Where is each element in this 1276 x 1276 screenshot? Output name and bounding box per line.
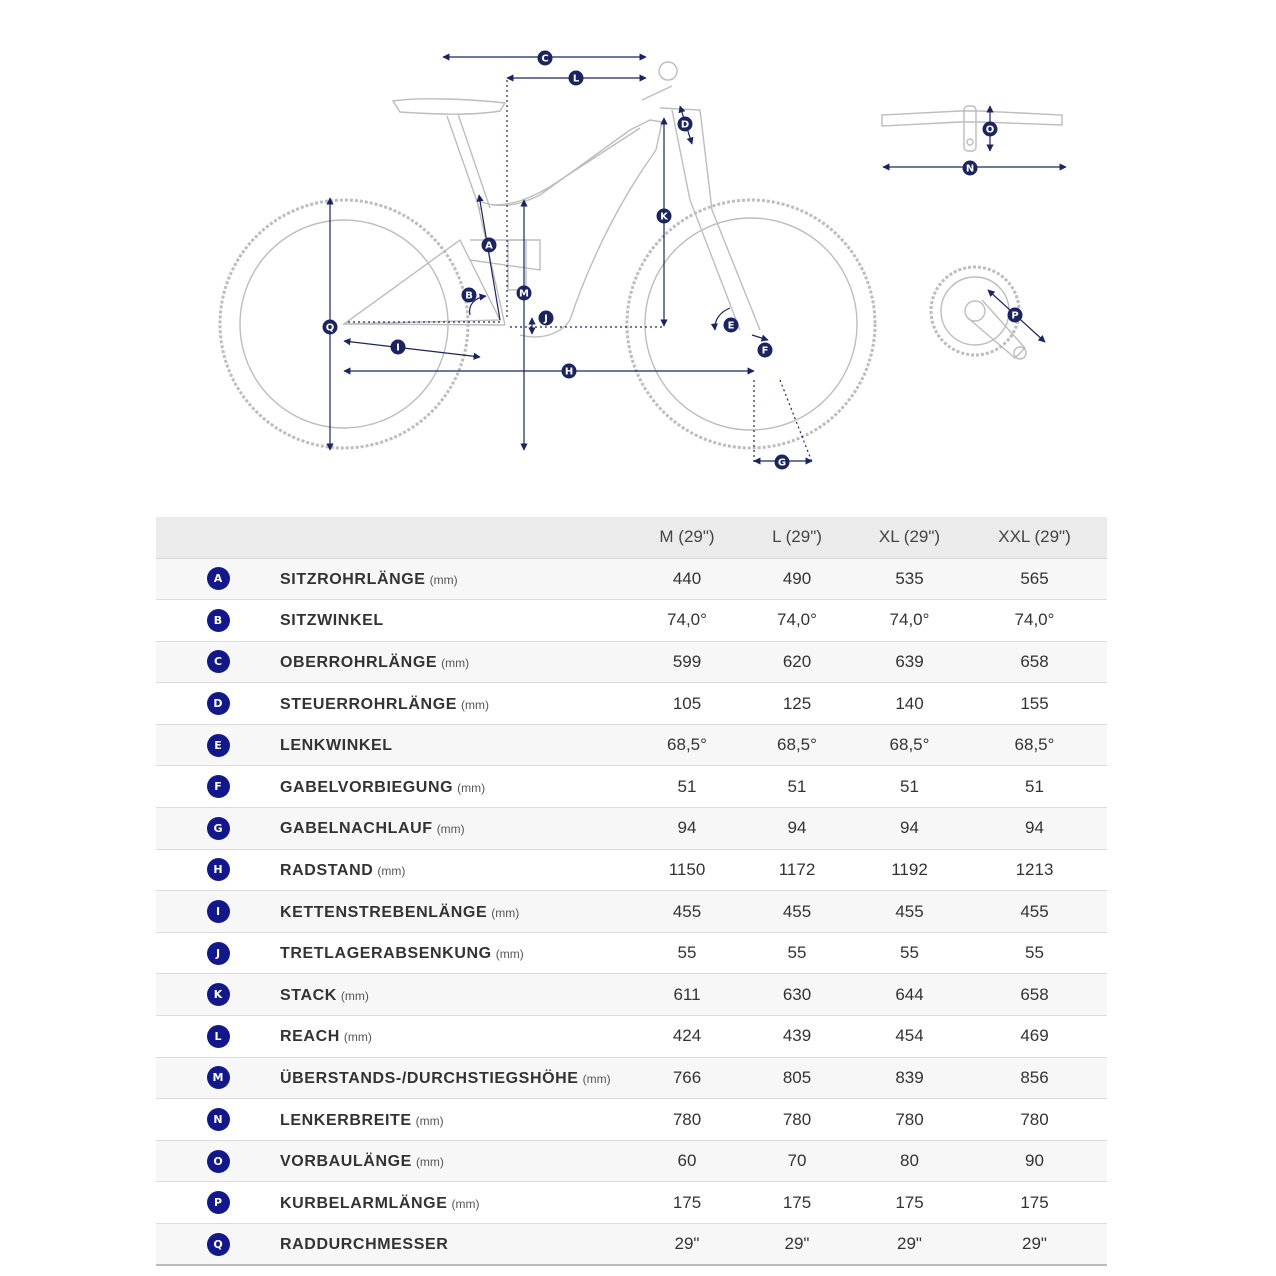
parameter-unit: (mm) [340, 988, 369, 1003]
parameter-name: ÜBERSTANDS-/DURCHSTIEGSHÖHE [280, 1069, 579, 1087]
parameter-name: LENKWINKEL [280, 737, 393, 755]
value-cell: 80 [857, 1140, 962, 1182]
value-cell: 599 [637, 641, 737, 683]
value-cell: 55 [857, 932, 962, 974]
value-cell: 74,0° [737, 600, 857, 642]
badge-cell [156, 849, 280, 891]
value-cell: 454 [857, 1016, 962, 1058]
value-cell: 125 [737, 683, 857, 725]
marker-letter: A [485, 240, 493, 252]
value-cell: 856 [962, 1057, 1107, 1099]
badge-cell [156, 724, 280, 766]
table-row [156, 766, 1107, 808]
diagram-marker [391, 340, 406, 355]
diagram-marker [323, 320, 338, 335]
badge-cell [156, 600, 280, 642]
table-row [156, 641, 1107, 683]
value-cell: 780 [637, 1099, 737, 1141]
diagram-marker [758, 343, 773, 358]
parameter-unit: (mm) [495, 947, 524, 962]
parameter-name-cell [280, 641, 637, 683]
value-cell: 611 [637, 974, 737, 1016]
parameter-unit: (mm) [429, 572, 458, 587]
table-row [156, 1099, 1107, 1141]
parameter-unit: (mm) [491, 905, 520, 920]
letter-badge: F [207, 775, 230, 798]
value-cell: 105 [637, 683, 737, 725]
value-cell: 175 [737, 1182, 857, 1224]
parameter-name: SITZROHRLÄNGE [280, 570, 426, 588]
table-row [156, 1057, 1107, 1099]
letter-badge: J [207, 942, 230, 965]
value-cell: 535 [857, 558, 962, 600]
value-cell: 51 [962, 766, 1107, 808]
letter-badge: E [207, 734, 230, 757]
marker-letter: L [572, 73, 580, 85]
value-cell: 68,5° [857, 724, 962, 766]
parameter-name: VORBAULÄNGE [280, 1153, 412, 1171]
value-cell: 839 [857, 1057, 962, 1099]
value-cell: 55 [962, 932, 1107, 974]
value-cell: 74,0° [637, 600, 737, 642]
table-row [156, 1016, 1107, 1058]
value-cell: 805 [737, 1057, 857, 1099]
value-cell: 94 [857, 808, 962, 850]
value-cell: 29" [962, 1224, 1107, 1266]
parameter-unit: (mm) [457, 780, 486, 795]
diagram-marker [482, 238, 497, 253]
bike-frame-icon [220, 62, 875, 448]
value-cell: 1172 [737, 849, 857, 891]
marker-letter: C [541, 53, 549, 65]
value-cell: 439 [737, 1016, 857, 1058]
table-row [156, 808, 1107, 850]
table-row [156, 849, 1107, 891]
header-size-xl: XL (29") [857, 517, 962, 558]
letter-badge: K [207, 983, 230, 1006]
value-cell: 766 [637, 1057, 737, 1099]
diagram-marker [539, 311, 554, 326]
marker-letter: P [1011, 310, 1019, 322]
value-cell: 51 [857, 766, 962, 808]
letter-badge: D [207, 692, 230, 715]
marker-letter: J [544, 313, 548, 325]
parameter-unit: (mm) [582, 1071, 611, 1086]
parameter-unit: (mm) [461, 697, 489, 712]
badge-cell [156, 932, 280, 974]
letter-badge: C [207, 650, 230, 673]
diagram-marker [569, 71, 584, 86]
badge-cell [156, 1182, 280, 1224]
table-row [156, 724, 1107, 766]
diagram-marker [462, 288, 477, 303]
value-cell: 440 [637, 558, 737, 600]
diagram-marker [517, 286, 532, 301]
badge-cell [156, 974, 280, 1016]
parameter-unit: (mm) [343, 1030, 372, 1045]
header-size-xxl: XXL (29") [962, 517, 1107, 558]
parameter-name-cell [280, 1016, 637, 1058]
value-cell: 94 [637, 808, 737, 850]
value-cell: 490 [737, 558, 857, 600]
value-cell: 565 [962, 558, 1107, 600]
value-cell: 68,5° [637, 724, 737, 766]
letter-badge: P [207, 1191, 230, 1214]
marker-letter: N [965, 163, 975, 175]
value-cell: 74,0° [962, 600, 1107, 642]
letter-badge: N [207, 1108, 230, 1131]
value-cell: 51 [637, 766, 737, 808]
letter-badge: B [207, 609, 230, 632]
value-cell: 74,0° [857, 600, 962, 642]
parameter-name: STACK [280, 986, 337, 1004]
parameter-name-cell [280, 766, 637, 808]
parameter-name: KURBELARMLÄNGE [280, 1194, 448, 1212]
value-cell: 60 [637, 1140, 737, 1182]
parameter-name: REACH [280, 1028, 340, 1046]
table-row [156, 974, 1107, 1016]
value-cell: 68,5° [737, 724, 857, 766]
badge-cell [156, 683, 280, 725]
header-badge-col [156, 517, 280, 558]
value-cell: 155 [962, 683, 1107, 725]
value-cell: 55 [737, 932, 857, 974]
parameter-name: TRETLAGERABSENKUNG [280, 945, 492, 963]
value-cell: 455 [962, 891, 1107, 933]
parameter-name: GABELVORBIEGUNG [280, 778, 454, 796]
letter-badge: G [207, 817, 230, 840]
parameter-name-cell [280, 974, 637, 1016]
marker-letter: H [564, 366, 574, 378]
marker-letter: F [761, 345, 769, 357]
letter-badge: Q [207, 1233, 230, 1256]
badge-cell [156, 1099, 280, 1141]
value-cell: 29" [637, 1224, 737, 1266]
dimension-lines [330, 57, 812, 462]
parameter-name-cell [280, 891, 637, 933]
diagram-marker [678, 117, 693, 132]
parameter-name: RADDURCHMESSER [280, 1236, 449, 1254]
parameter-name: RADSTAND [280, 861, 374, 879]
parameter-unit: (mm) [436, 822, 465, 837]
header-size-m: M (29") [637, 517, 737, 558]
geometry-diagram [0, 0, 1276, 500]
table-row [156, 891, 1107, 933]
badge-cell [156, 1140, 280, 1182]
badge-cell [156, 1016, 280, 1058]
value-cell: 68,5° [962, 724, 1107, 766]
marker-letter: M [519, 288, 529, 300]
value-cell: 90 [962, 1140, 1107, 1182]
value-cell: 70 [737, 1140, 857, 1182]
table-header-row [156, 517, 1107, 558]
value-cell: 455 [737, 891, 857, 933]
diagram-marker [963, 161, 978, 176]
table-row [156, 932, 1107, 974]
badge-cell [156, 1057, 280, 1099]
value-cell: 658 [962, 974, 1107, 1016]
parameter-name: STEUERROHRLÄNGE [280, 695, 458, 713]
parameter-name-cell [280, 724, 637, 766]
parameter-name-cell [280, 1224, 637, 1266]
value-cell: 780 [962, 1099, 1107, 1141]
letter-badge: M [207, 1066, 230, 1089]
diagram-marker [1008, 308, 1023, 323]
marker-letter: I [396, 342, 400, 354]
parameter-name-cell [280, 1099, 637, 1141]
badge-cell [156, 891, 280, 933]
marker-letter: K [660, 211, 668, 223]
diagram-marker [657, 209, 672, 224]
badge-cell [156, 558, 280, 600]
value-cell: 780 [857, 1099, 962, 1141]
marker-letter: G [777, 457, 787, 469]
letter-badge: O [207, 1150, 230, 1173]
parameter-unit: (mm) [415, 1155, 444, 1170]
parameter-unit: (mm) [377, 863, 406, 878]
parameter-name: OBERROHRLÄNGE [280, 653, 438, 671]
value-cell: 29" [737, 1224, 857, 1266]
value-cell: 175 [857, 1182, 962, 1224]
letter-badge: H [207, 858, 230, 881]
parameter-name-cell [280, 558, 637, 600]
value-cell: 469 [962, 1016, 1107, 1058]
value-cell: 780 [737, 1099, 857, 1141]
handlebar-icon [882, 106, 1062, 151]
value-cell: 51 [737, 766, 857, 808]
value-cell: 455 [637, 891, 737, 933]
table-row [156, 600, 1107, 642]
value-cell: 1150 [637, 849, 737, 891]
value-cell: 55 [637, 932, 737, 974]
diagram-marker [562, 364, 577, 379]
value-cell: 424 [637, 1016, 737, 1058]
parameter-name-cell [280, 932, 637, 974]
value-cell: 94 [962, 808, 1107, 850]
badge-cell [156, 808, 280, 850]
marker-letter: Q [325, 322, 335, 334]
value-cell: 658 [962, 641, 1107, 683]
letter-badge: I [207, 900, 230, 923]
parameter-name: KETTENSTREBENLÄNGE [280, 903, 488, 921]
parameter-name: SITZWINKEL [280, 612, 384, 630]
parameter-name: LENKERBREITE [280, 1111, 412, 1129]
letter-badge: L [207, 1025, 230, 1048]
marker-letter: B [465, 290, 473, 302]
parameter-name-cell [280, 1182, 637, 1224]
parameter-name-cell [280, 849, 637, 891]
parameter-name-cell [280, 808, 637, 850]
diagram-marker [538, 51, 553, 66]
diagram-marker [775, 455, 790, 470]
value-cell: 29" [857, 1224, 962, 1266]
table-row [156, 683, 1107, 725]
marker-letter: D [680, 119, 690, 131]
marker-letter: O [985, 124, 995, 136]
badge-cell [156, 766, 280, 808]
value-cell: 175 [962, 1182, 1107, 1224]
marker-letter: E [727, 320, 735, 332]
parameter-name-cell [280, 1140, 637, 1182]
header-name-col [280, 517, 637, 558]
diagram-marker [724, 318, 739, 333]
table-row [156, 1224, 1107, 1266]
value-cell: 620 [737, 641, 857, 683]
value-cell: 94 [737, 808, 857, 850]
value-cell: 639 [857, 641, 962, 683]
parameter-unit: (mm) [441, 655, 470, 670]
value-cell: 1213 [962, 849, 1107, 891]
value-cell: 630 [737, 974, 857, 1016]
value-cell: 1192 [857, 849, 962, 891]
table-row [156, 558, 1107, 600]
badge-cell [156, 641, 280, 683]
table-row [156, 1182, 1107, 1224]
value-cell: 175 [637, 1182, 737, 1224]
parameter-unit: (mm) [415, 1113, 444, 1128]
value-cell: 455 [857, 891, 962, 933]
letter-badge: A [207, 567, 230, 590]
diagram-marker [983, 122, 998, 137]
parameter-name-cell [280, 600, 637, 642]
header-size-l: L (29") [737, 517, 857, 558]
geometry-table [156, 517, 1107, 1266]
table-row [156, 1140, 1107, 1182]
badge-cell [156, 1224, 280, 1266]
parameter-name: GABELNACHLAUF [280, 820, 433, 838]
parameter-name-cell [280, 1057, 637, 1099]
parameter-name-cell [280, 683, 637, 725]
parameter-unit: (mm) [451, 1196, 480, 1211]
value-cell: 644 [857, 974, 962, 1016]
value-cell: 140 [857, 683, 962, 725]
